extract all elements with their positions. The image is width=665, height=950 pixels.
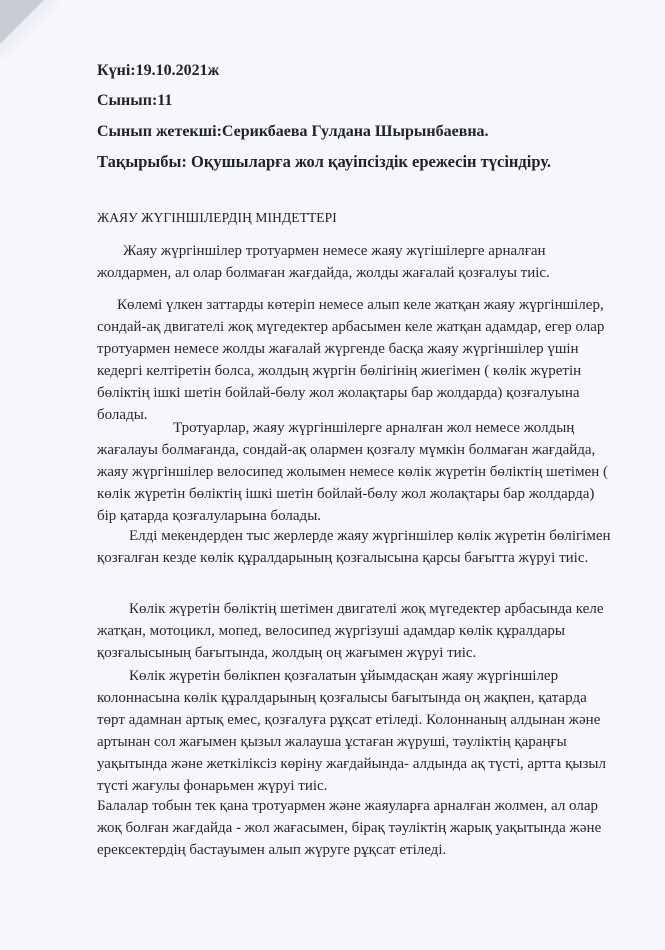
- paragraph-5: Көлік жүретін бөліктің шетімен двигателі жоқ мүгедектер арбасында келе жатқан, мотоцикл, мопед, велосипед жүргізуші адамдар көлік құралдары қозғалысының бағытында, жолдың оң жағымен жүруі тиіс.: [97, 601, 604, 661]
- class-teacher: Сынып жетекші:Серикбаева Гулдана Шырынбаевна.: [97, 123, 489, 140]
- lesson-topic: Тақырыбы: Оқушыларға жол қауіпсіздік ережесін түсіндіру.: [97, 152, 552, 171]
- paragraph-2: Көлемі үлкен заттарды көтеріп немесе алып келе жатқан жаяу жүргіншілер, сондай-ақ двигателі жоқ мүгедектер арбасымен келе жатқан адамдар, егер олар тротуармен немесе жолды жағалай жүргенде басқа жаяу жүргіншілер үшін кедергі келтіретін болса, жолдың жүргін бөлігінің жиегімен ( көлік жүретін бөліктің ішкі шетін бойлай-бөлу жол жолақтары бар жолдарда) қозғалуына болады.: [97, 297, 605, 423]
- paragraph-1: Жаяу жүргіншілер тротуармен немесе жаяу жүгішілерге арналған жолдармен, ал олар болмаған жағдайда, жолды жағалай қозғалуы тиіс.: [97, 243, 550, 281]
- paragraph-4: Елді мекендерден тыс жерлерде жаяу жүргіншілер көлік жүретін бөлігімен қозғалған кезде көлік құралдарының қозғалысына қарсы бағытта жүруі тиіс.: [97, 528, 611, 566]
- paragraph-7: Балалар тобын тек қана тротуармен және жаяуларға арналған жолмен, ал олар жоқ болған жағдайда - жол жағасымен, бірақ тәуліктің жарық уақытында және ерексектердің бастауымен алып жүруге рұқсат етіледі.: [97, 798, 602, 858]
- paragraph-3: Тротуарлар, жаяу жүргіншілерге арналған жол немесе жолдың жағалауы болмағанда, сондай-ақ олармен қозғалу мүмкін болмаған жағдайда, жаяу жүргіншілер велосипед жолымен немесе көлік жүретін бөліктің шетімен ( көлік жүретін бөліктің ішкі шетін бойлай-бөлу жол жолақтары бар жолдарда) бір қатарда қозғалуларына болады.: [97, 420, 609, 524]
- section-title: ЖАЯУ ЖҮГІНШІЛЕРДІҢ МІНДЕТТЕРІ: [97, 210, 337, 225]
- folded-corner: [0, 0, 44, 44]
- lesson-grade: Сынып:11: [97, 92, 173, 109]
- lesson-date: Күні:19.10.2021ж: [97, 62, 220, 79]
- paragraph-6: Көлік жүретін бөлікпен қозғалатын ұйымдасқан жаяу жүргіншілер колоннасына көлік құралдарының қозғалысы бағытында оң жақпен, қатарда төрт адамнан артық емес, қозғалуға рұқсат етіледі. Колоннаның алдынан және артынан сол жағымен қызыл жалауша ұстаған жүруші, тәуліктің қараңғы уақытында және жеткіліксіз көріну жағдайында- алдында ақ түсті, артта қызыл түсті жағулы фонарьмен жүруі тиіс.: [97, 668, 606, 794]
